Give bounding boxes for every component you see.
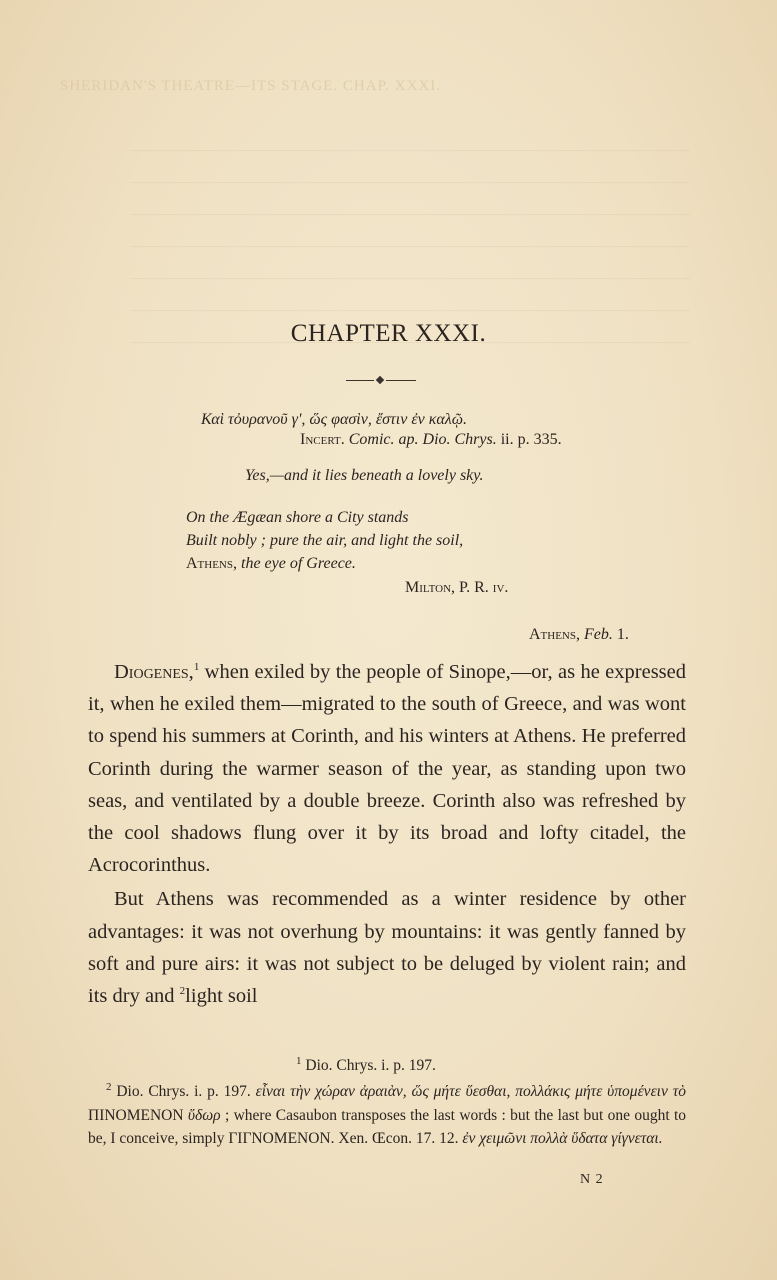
footnote-2-greek-1: εἶναι τὴν χώραν ἀραιὰν, ὥς μήτε ὕεσθαι, πολλάκις μήτε ὑπομένειν τὸ: [255, 1083, 687, 1100]
footnote-1-text: Dio. Chrys. i. p. 197.: [305, 1057, 436, 1074]
verse-eye: the eye of Greece.: [241, 555, 356, 572]
epigraph-translation: Yes,—and it lies beneath a lovely sky.: [245, 467, 484, 484]
footnote-2-xen: Xen. Œcon. 17. 12.: [338, 1130, 459, 1147]
footnote-1: [296, 1054, 436, 1075]
epigraph-source-1: [300, 431, 562, 449]
footnote-ref-2: 2: [179, 985, 186, 998]
dateline-place: Athens,: [529, 626, 580, 643]
footnote-ref-1: 1: [193, 661, 200, 674]
verse-line-3: [186, 555, 356, 573]
footnote-2-number: 2: [106, 1080, 112, 1093]
footnote-2-greek-3: ἐν χειμῶνι πολλὰ ὕδατα γίγνεται.: [462, 1130, 663, 1147]
paragraph-2-end: light soil: [185, 985, 258, 1008]
paragraph-2-text: But Athens was recommended as a winter residence by other advantages: it was not overhung by mountains: it was gently fanned by soft and pure airs: it was not subject to be deluged by violent rain; and its dry and: [88, 888, 686, 1008]
dateline-month: Feb.: [584, 626, 613, 643]
body-text: [88, 656, 686, 1012]
verse-line-1: On the Ægæan shore a City stands: [186, 509, 409, 526]
source-author: Incert.: [300, 431, 345, 448]
verse-athens: Athens,: [186, 555, 237, 572]
source-ref: ii. p. 335.: [500, 431, 562, 448]
paragraph-2: [88, 883, 686, 1012]
footnote-2: [88, 1080, 686, 1151]
dateline: [529, 626, 629, 644]
bleed-through-text: SHERIDAN'S THEATRE—ITS STAGE. CHAP. XXXI.: [60, 78, 441, 94]
footnote-2-citation: Dio. Chrys. i. p. 197.: [116, 1083, 251, 1100]
dateline-day: 1.: [616, 626, 629, 643]
footnote-2-caps-1: ΠΙΝΟΜΕΝΟΝ: [88, 1106, 184, 1124]
paragraph-1-text: when exiled by the people of Sinope,—or, as he expressed it, when he exiled them—migrated to the south of Greece, and was wont to spend his summers at Corinth, and his winters at Athens. He preferred Corinth during the warmer season of the year, as standing upon two seas, and ventilated by a double breeze. Corinth also was refreshed by the cool shadows flung over it by its broad and lofty citadel, the Acrocorinthus.: [88, 661, 686, 877]
chapter-title: CHAPTER XXXI.: [290, 320, 487, 347]
footnote-1-number: 1: [296, 1054, 302, 1067]
footnote-2-greek-2: ὕδωρ: [187, 1106, 221, 1124]
paragraph-1: [88, 656, 686, 881]
ornament-divider: [346, 374, 416, 388]
verse-line-2: Built nobly ; pure the air, and light the soil,: [186, 532, 464, 549]
source-work: Comic. ap. Dio. Chrys.: [348, 431, 497, 448]
footnote-2-caps-2: ΓΙΓΝΟΜΕΝΟΝ.: [228, 1130, 335, 1147]
epigraph-source-2: Milton, P. R. iv.: [405, 579, 509, 596]
footnote-2-comment: ; where Casaubon transposes the last words : but the last but one ought to be, I conceive, simply: [88, 1106, 687, 1147]
epigraph-greek: Καὶ τὀυρανοῦ γ', ὥς φασὶν, ἔστιν ἐν καλῷ.: [201, 411, 468, 428]
signature-mark: N 2: [580, 1172, 604, 1187]
diogenes-name: Diogenes,: [114, 661, 194, 683]
